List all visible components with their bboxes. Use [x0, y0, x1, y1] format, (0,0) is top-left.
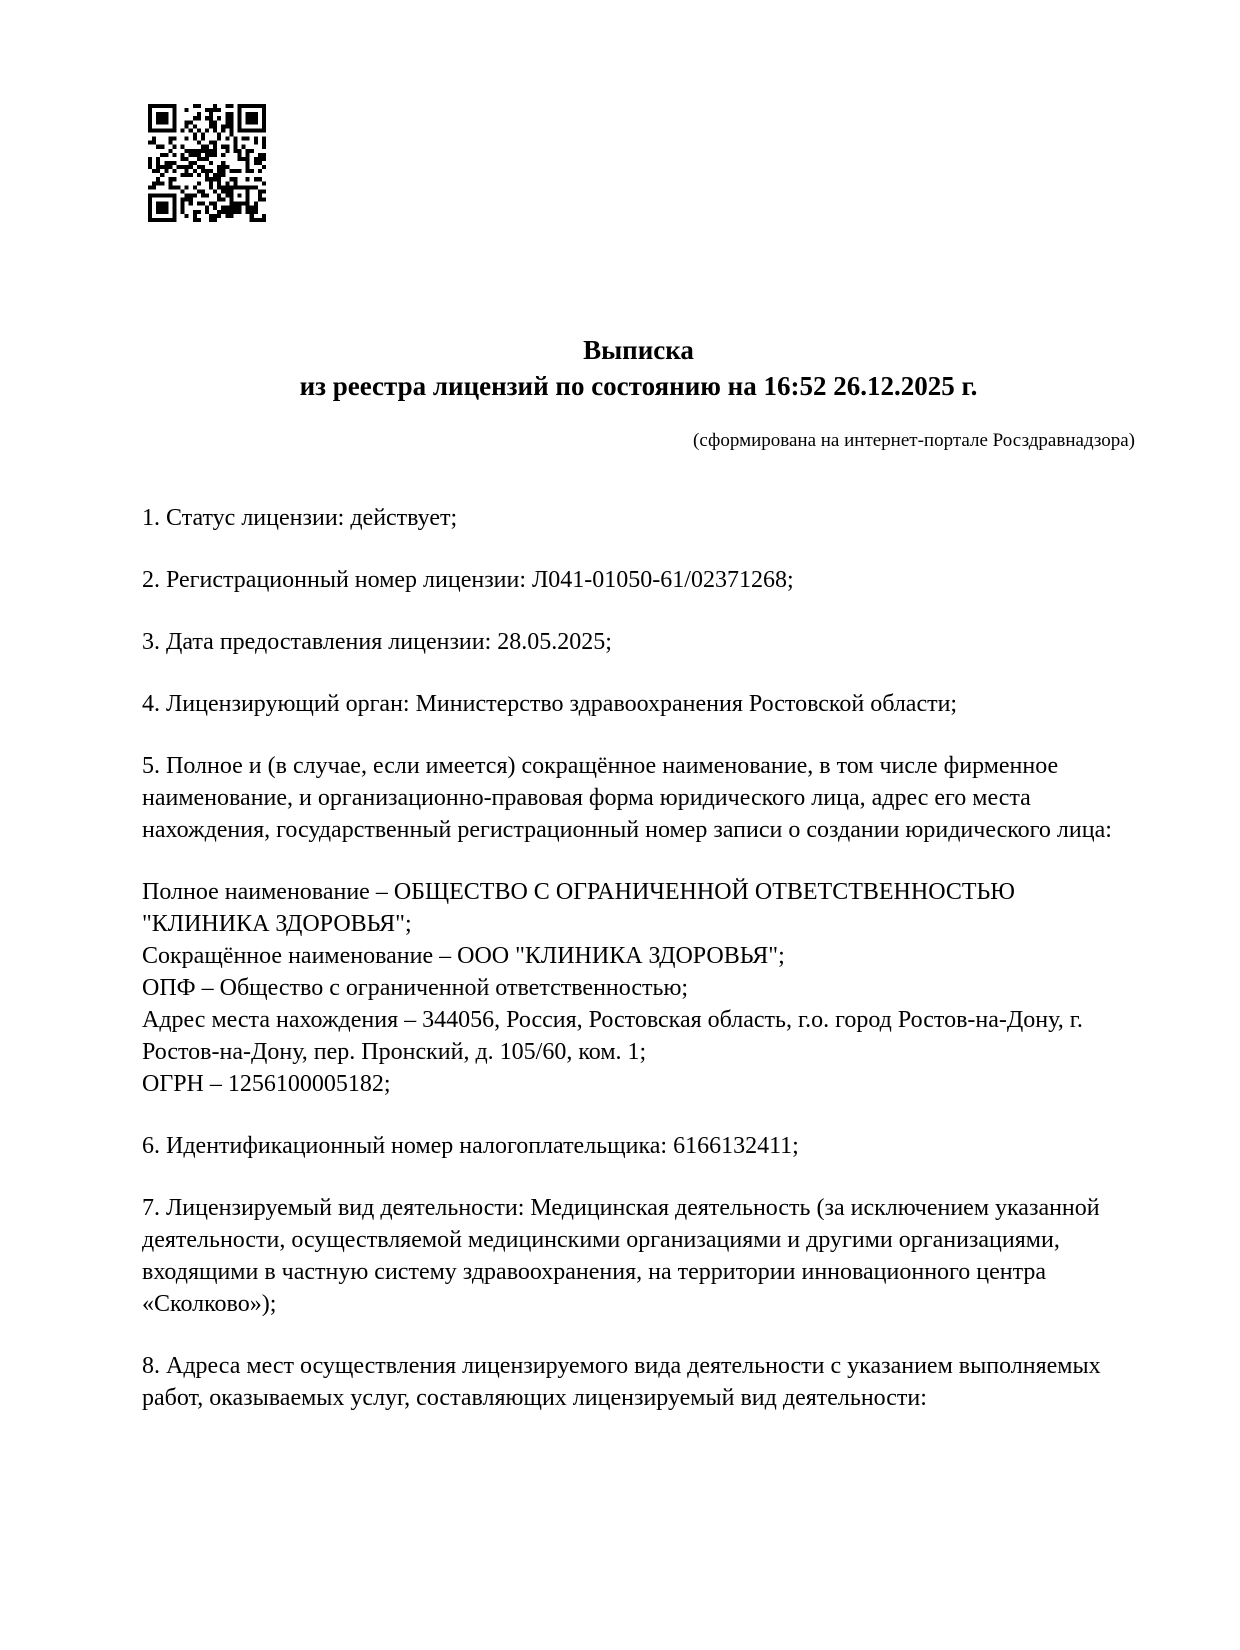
document-subtitle: (сформирована на интернет-портале Росздравнадзора): [693, 430, 1135, 451]
taxpayer-inn: 6. Идентификационный номер налогоплательщика: 6166132411;: [142, 1133, 799, 1159]
qr-code: [148, 104, 266, 222]
license-status: 1. Статус лицензии: действует;: [142, 505, 458, 531]
document-body: [142, 502, 1135, 1414]
org-address: Адрес места нахождения – 344056, Россия, Ростовская область, г.о. город Ростов-на-Дону, г. Ростов-на-Дону, пер. Пронский, д. 105/60, ком. 1;: [142, 1007, 1083, 1065]
org-full-name: Полное наименование – ОБЩЕСТВО С ОГРАНИЧЕННОЙ ОТВЕТСТВЕННОСТЬЮ "КЛИНИКА ЗДОРОВЬЯ";: [142, 879, 1015, 937]
org-ogrn: ОГРН – 1256100005182;: [142, 1071, 391, 1097]
license-grant-date: 3. Дата предоставления лицензии: 28.05.2025;: [142, 629, 612, 655]
org-details: [142, 876, 1135, 1100]
org-name-intro: 5. Полное и (в случае, если имеется) сокращённое наименование, в том числе фирменное наименование, и организационно-правовая форма юридического лица, адрес его места нахождения, государственный регистрационный номер записи о создании юридического лица:: [142, 753, 1112, 843]
license-registration-number: 2. Регистрационный номер лицензии: Л041-01050-61/02371268;: [142, 567, 794, 593]
activity-addresses-intro: 8. Адреса мест осуществления лицензируемого вида деятельности с указанием выполняемых работ, оказываемых услуг, составляющих лицензируемый вид деятельности:: [142, 1353, 1101, 1411]
org-short-name: Сокращённое наименование – ООО "КЛИНИКА ЗДОРОВЬЯ";: [142, 943, 785, 969]
licensed-activity: 7. Лицензируемый вид деятельности: Медицинская деятельность (за исключением указанной деятельности, осуществляемой медицинскими организациями и другими организациями, входящими в частную систему здравоохранения, на территории инновационного центра «Сколково»);: [142, 1195, 1100, 1317]
document-title-line2: из реестра лицензий по состоянию на 16:52 26.12.2025 г.: [299, 371, 978, 401]
licensing-authority: 4. Лицензирующий орган: Министерство здравоохранения Ростовской области;: [142, 691, 958, 717]
org-legal-form: ОПФ – Общество с ограниченной ответственностью;: [142, 975, 689, 1001]
document-title-line1: Выписка: [583, 335, 694, 365]
document-title: [142, 332, 1135, 404]
